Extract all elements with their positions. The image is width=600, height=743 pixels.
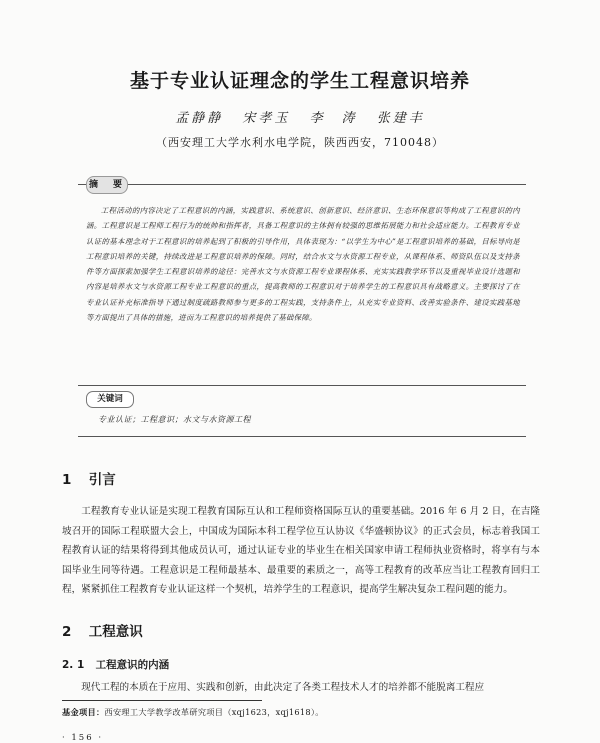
abstract-text: 工程活动的内容决定了工程意识的内涵，实践意识、系统意识、创新意识、经济意识、生态环保意识等构成了工程意识的内涵。工程意识是工程师工程行为的统帅和指挥者，具备工程意识的主体拥有较强的思维拓展能力和社会适应能力。工程教育专业认证的基本理念对于工程意识的培养起到了积极的引导作用，具体表现为：“以学生为中心”是工程意识培养的基础，目标导向是工程意识培养的关键，持续改进是工程意识培养的保障。同时，结合水文与水资源工程专业，从课程体系、师资队伍以及支持条件等方面探索加强学生工程意识培养的途径：完善水文与水资源工程专业课程体系、充实实践教学环节以及重视毕业设计选题和内容是培养水文与水资源工程专业工程意识的重点，提高教师的工程意识对于培养学生的工程意识具有战略意义。主要探讨了在专业认证补充标准指导下通过制度疏路教师参与更多的工程实践，支持条件上，从充实专业资料、改善实验条件、建设实践基地等方面提出了具体的措施，进而为工程意识的培养提供了基础保障。 [86,206,520,323]
funding-text: 西安理工大学教学改革研究项目（xqj1623，xqj1618）。 [104,707,324,717]
subsection-heading [62,657,169,672]
section-title: 工程意识 [88,624,143,640]
paper-title: 基于专业认证理念的学生工程意识培养 [129,70,470,92]
affiliation: （西安理工大学水利水电学院，陕西西安，710048） [156,136,444,149]
subsection-title: 工程意识的内涵 [95,659,170,671]
section-number: 2 [62,624,72,640]
abstract-label: 摘 要 [86,176,128,194]
subsection-paragraph: 现代工程的本质在于应用、实践和创新，由此决定了各类工程技术人才的培养都不能脱离工程应 [81,682,485,693]
section-heading-intro [62,468,116,488]
keywords-label: 关键词 [86,391,134,408]
keywords-text: 专业认证；工程意识；水文与水资源工程 [98,415,251,424]
section-title: 引言 [88,472,116,488]
author-list [0,107,600,126]
author-name: 李 涛 [309,111,358,126]
page-number: · 156 · [62,733,104,743]
author-name: 张建丰 [376,111,425,126]
footnote-divider [62,700,262,701]
subsection-number: 2. 1 [62,659,85,671]
funding-note [62,707,324,718]
intro-paragraph: 工程教育专业认证是实现工程教育国际互认和工程师资格国际互认的重要基础。2016 年 6 月 2 日，在吉隆坡召开的国际工程联盟大会上，中国成为国际本科工程学位互认协议《华盛顿协议》的正式会员，标志着我国工程教育认证的结果将得到其他成员认可，通过认证专业的毕业生在相关国家申请工程师执业资格时，将享有与本国毕业生同等待遇。工程意识是工程师最基本、最重要的素质之一，高等工程教育的改革应当让工程教育回归工程，紧紧抓住工程教育专业认证这样一个契机，培养学生的工程意识，提高学生解决复杂工程问题的能力。 [62,506,540,596]
author-name: 孟静静 [175,111,224,126]
section-number: 1 [62,472,72,488]
funding-label: 基金项目： [62,707,105,717]
section-heading-engineering-awareness [62,620,143,640]
author-name: 宋孝玉 [242,111,291,126]
